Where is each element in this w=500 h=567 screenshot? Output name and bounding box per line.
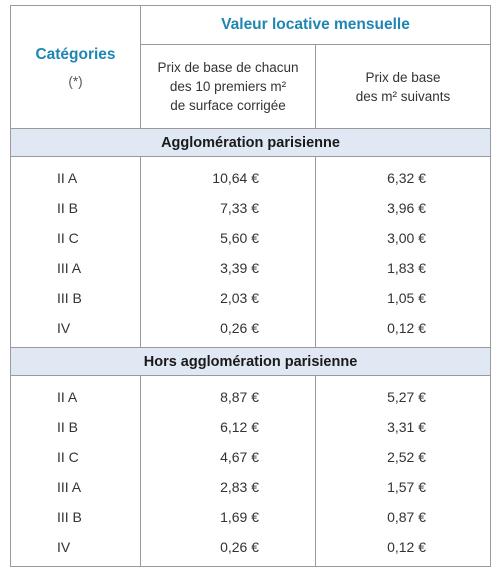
rent-value-table [10, 5, 491, 567]
section-outside-paris-rows [11, 376, 491, 567]
first-10-header-line: des 10 premiers m² [169, 79, 287, 94]
first10-price-cell: 6,12 € [141, 412, 316, 442]
following-header-line: Prix de base [365, 69, 441, 85]
following-price-cell: 0,12 € [316, 532, 491, 567]
table-row [11, 157, 491, 194]
section-title: Agglomération parisienne [11, 129, 491, 157]
first10-price-cell: 2,83 € [141, 472, 316, 502]
first-10-header-line: Prix de base de chacun [157, 60, 299, 75]
categories-header [11, 6, 141, 129]
first10-price-cell: 7,33 € [141, 193, 316, 223]
first10-price-cell: 0,26 € [141, 532, 316, 567]
following-price-cell: 5,27 € [316, 376, 491, 413]
section-paris [11, 129, 491, 157]
category-cell: III B [11, 283, 141, 313]
following-price-cell: 2,52 € [316, 442, 491, 472]
table-row [11, 412, 491, 442]
first10-price-cell: 3,39 € [141, 253, 316, 283]
following-price-cell: 0,12 € [316, 313, 491, 348]
category-cell: III A [11, 253, 141, 283]
table-row [11, 376, 491, 413]
following-price-cell: 1,05 € [316, 283, 491, 313]
category-cell: III B [11, 502, 141, 532]
category-cell: II C [11, 223, 141, 253]
table-row [11, 532, 491, 567]
category-cell: II A [11, 376, 141, 413]
first10-price-cell: 10,64 € [141, 157, 316, 194]
categories-note: (*) [68, 73, 83, 89]
first10-price-cell: 5,60 € [141, 223, 316, 253]
table-row [11, 283, 491, 313]
category-cell: IV [11, 313, 141, 348]
category-cell: II A [11, 157, 141, 194]
section-paris-rows [11, 157, 491, 348]
following-price-cell: 3,31 € [316, 412, 491, 442]
following-price-cell: 3,96 € [316, 193, 491, 223]
following-price-cell: 6,32 € [316, 157, 491, 194]
first10-price-cell: 0,26 € [141, 313, 316, 348]
section-outside-paris [11, 348, 491, 376]
following-price-cell: 1,57 € [316, 472, 491, 502]
table-row [11, 442, 491, 472]
following-header-line: des m² suivants [355, 88, 451, 104]
following-price-cell: 1,83 € [316, 253, 491, 283]
categories-title: Catégories [35, 45, 116, 63]
table-row [11, 502, 491, 532]
first10-price-cell: 1,69 € [141, 502, 316, 532]
table-row [11, 313, 491, 348]
table-row [11, 472, 491, 502]
first10-price-cell: 4,67 € [141, 442, 316, 472]
first10-price-cell: 8,87 € [141, 376, 316, 413]
category-cell: II C [11, 442, 141, 472]
table-row [11, 253, 491, 283]
category-cell: II B [11, 193, 141, 223]
first-10-header-line: de surface corrigée [170, 98, 286, 113]
following-price-cell: 0,87 € [316, 502, 491, 532]
category-cell: III A [11, 472, 141, 502]
monthly-rent-header: Valeur locative mensuelle [141, 6, 491, 45]
table-row [11, 223, 491, 253]
first10-price-cell: 2,03 € [141, 283, 316, 313]
following-price-cell: 3,00 € [316, 223, 491, 253]
rent-table-container [10, 5, 490, 567]
category-cell: II B [11, 412, 141, 442]
following-m2-header [316, 45, 491, 129]
category-cell: IV [11, 532, 141, 567]
section-title: Hors agglomération parisienne [11, 348, 491, 376]
table-row [11, 193, 491, 223]
first-10-m2-header [141, 45, 316, 129]
